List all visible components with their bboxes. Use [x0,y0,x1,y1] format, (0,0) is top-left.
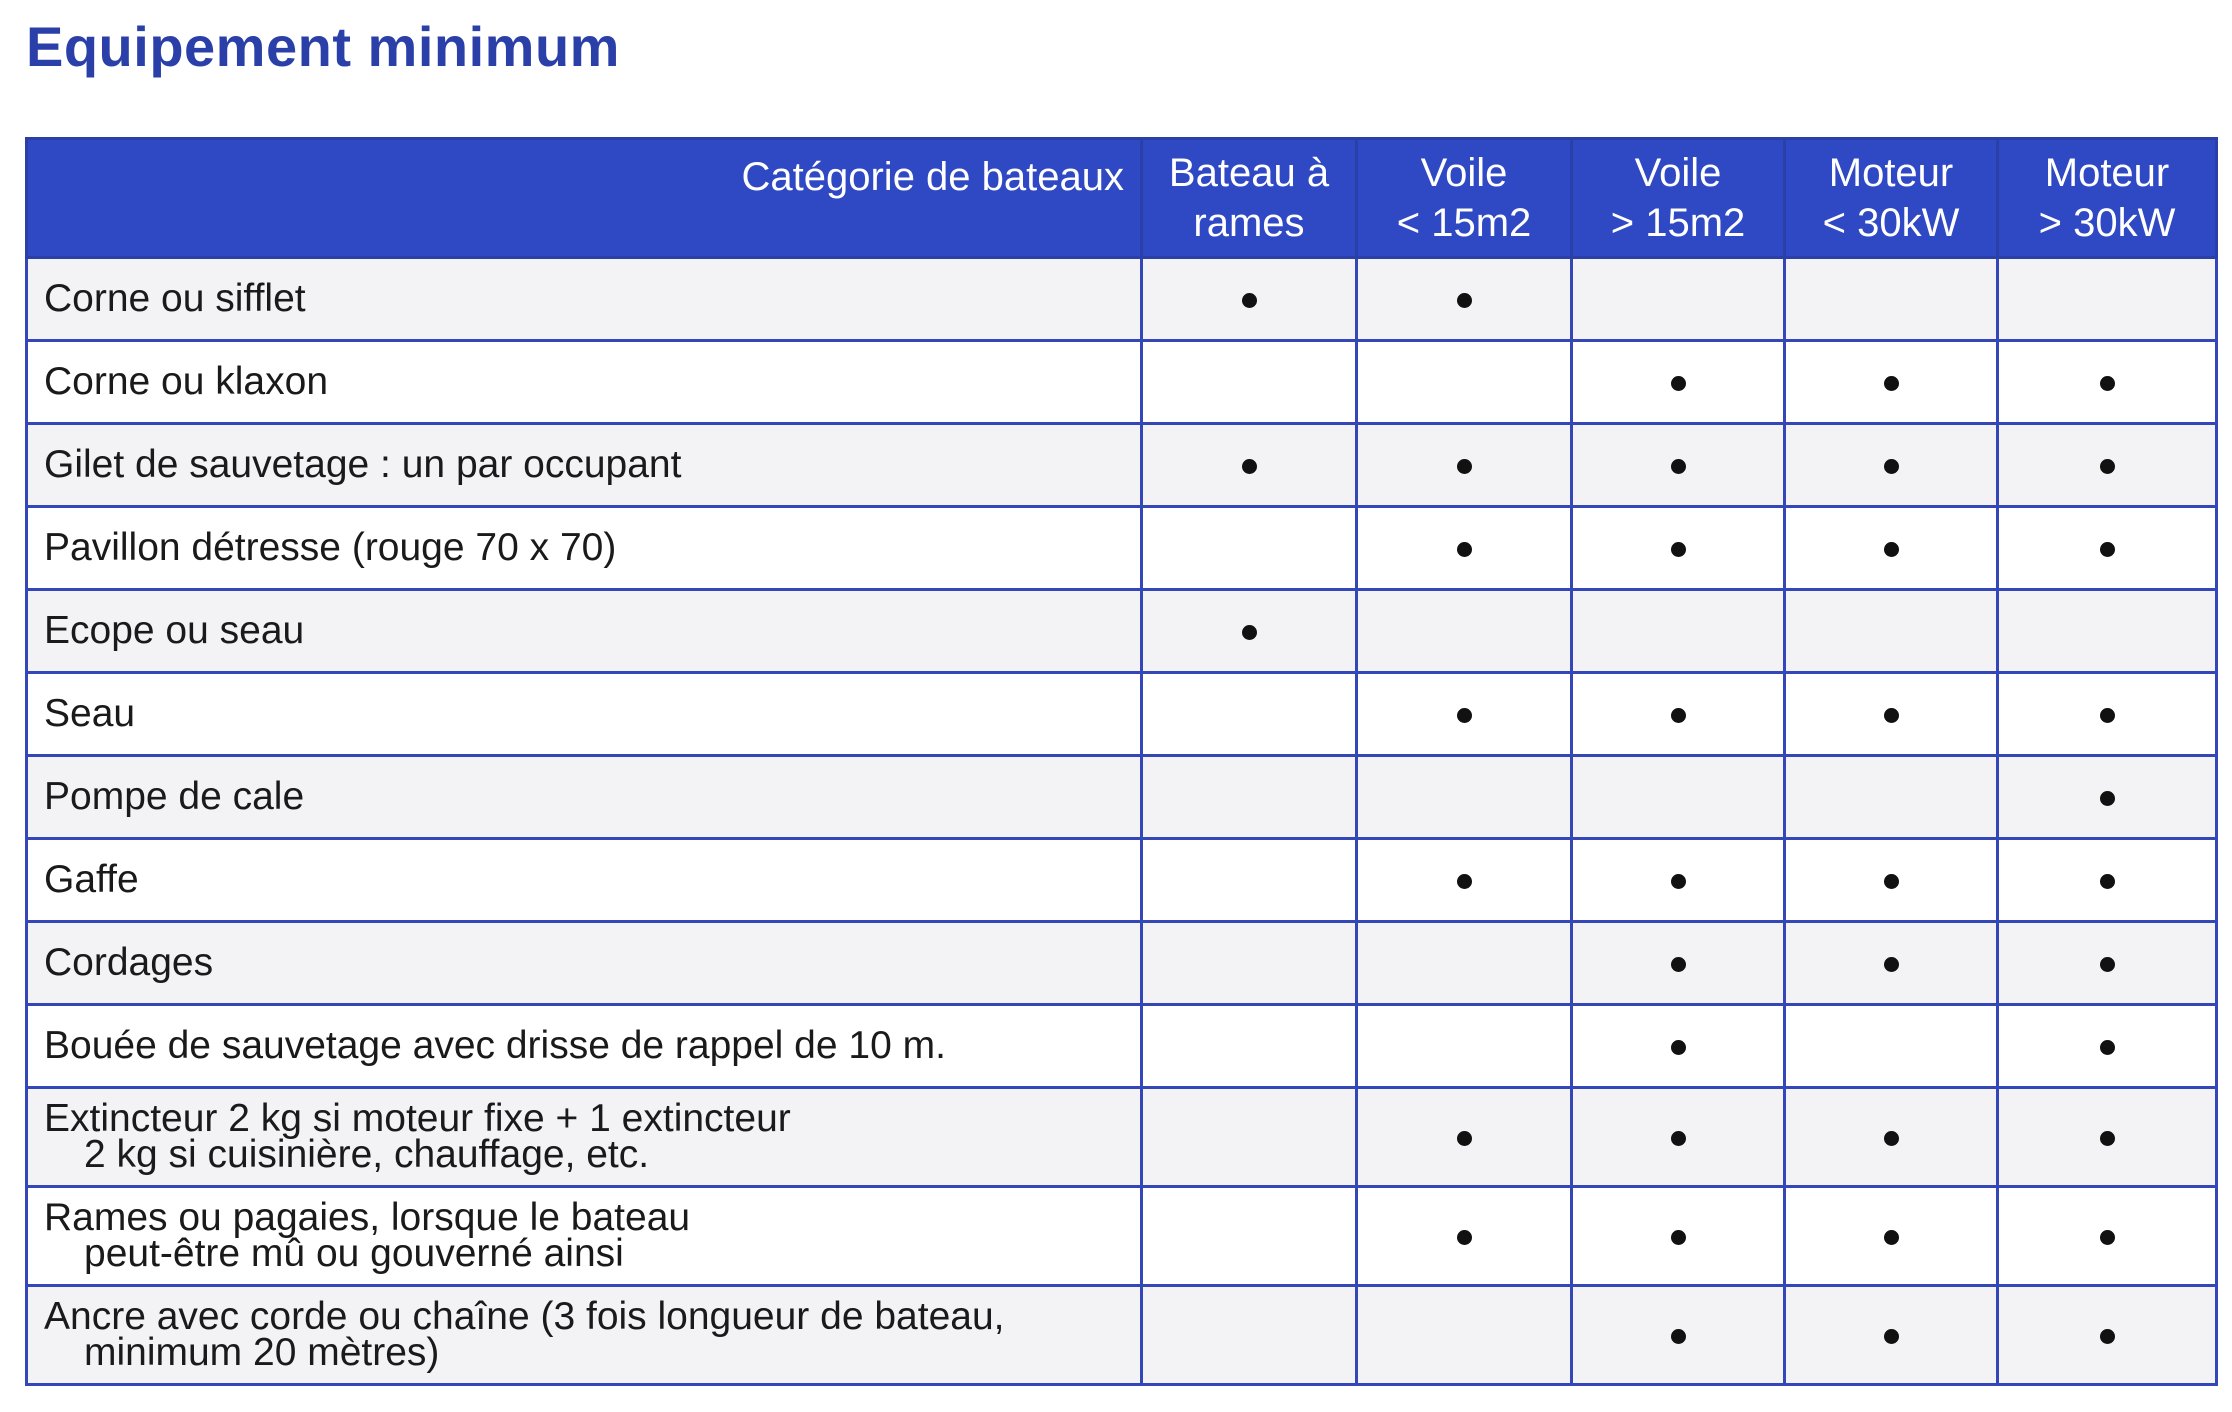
table-row [27,756,2217,839]
required-bullet-icon [2100,874,2115,889]
requirement-cell [1357,922,1572,1005]
header-col-line: rames [1193,201,1305,245]
required-bullet-icon [1884,1329,1899,1344]
requirement-cell [1572,922,1785,1005]
requirement-cell [1998,1005,2217,1088]
requirement-cell [1142,673,1357,756]
requirement-cell [1357,590,1572,673]
requirement-cell [1357,756,1572,839]
required-bullet-icon [2100,376,2115,391]
requirement-cell [1785,341,1998,424]
requirement-cell [1142,507,1357,590]
requirement-cell [1998,258,2217,341]
requirement-cell [1357,1286,1572,1385]
requirement-cell [1357,341,1572,424]
required-bullet-icon [1671,459,1686,474]
requirement-cell [1998,507,2217,590]
equipment-item-label: Gilet de sauvetage : un par occupant [44,443,682,486]
required-bullet-icon [1671,376,1686,391]
requirement-cell [1572,1286,1785,1385]
equipment-item [27,1286,1142,1385]
requirement-cell [1357,1088,1572,1187]
required-bullet-icon [2100,1040,2115,1055]
required-bullet-icon [1457,1131,1472,1146]
required-bullet-icon [1242,459,1257,474]
required-bullet-icon [1671,1131,1686,1146]
header-col-sail-large [1572,139,1785,258]
equipment-item-label-continued: minimum 20 mètres) [84,1331,440,1374]
required-bullet-icon [1457,542,1472,557]
requirement-cell [1998,756,2217,839]
equipment-item-label: Ancre avec corde ou chaîne (3 fois longueur de bateau, [44,1295,1005,1338]
requirement-cell [1572,424,1785,507]
required-bullet-icon [2100,791,2115,806]
header-category-label: Catégorie de bateaux [27,139,1142,258]
required-bullet-icon [1671,957,1686,972]
requirement-cell [1357,673,1572,756]
header-col-rowboat [1142,139,1357,258]
header-col-line: Voile [1420,151,1508,195]
requirement-cell [1785,756,1998,839]
equipment-item [27,1187,1142,1286]
required-bullet-icon [1671,708,1686,723]
table-body [27,258,2217,1385]
required-bullet-icon [1884,542,1899,557]
required-bullet-icon [2100,957,2115,972]
required-bullet-icon [1884,459,1899,474]
requirement-cell [1572,258,1785,341]
requirement-cell [1785,922,1998,1005]
equipment-item-label: Ecope ou seau [44,609,305,652]
requirement-cell [1572,756,1785,839]
requirement-cell [1785,1088,1998,1187]
requirement-cell [1142,590,1357,673]
required-bullet-icon [1242,293,1257,308]
table-row [27,258,2217,341]
required-bullet-icon [1457,459,1472,474]
equipment-item [27,1005,1142,1088]
required-bullet-icon [2100,542,2115,557]
required-bullet-icon [2100,708,2115,723]
required-bullet-icon [1457,293,1472,308]
table-row [27,341,2217,424]
header-col-line: < 15m2 [1396,201,1532,245]
requirement-cell [1572,673,1785,756]
table-row [27,673,2217,756]
requirement-cell [1572,1187,1785,1286]
required-bullet-icon [1884,874,1899,889]
requirement-cell [1785,1286,1998,1385]
requirement-cell [1142,1088,1357,1187]
required-bullet-icon [1671,874,1686,889]
requirement-cell [1998,424,2217,507]
requirement-cell [1998,341,2217,424]
table-row [27,1187,2217,1286]
requirement-cell [1142,424,1357,507]
table-row [27,1005,2217,1088]
requirement-cell [1998,922,2217,1005]
equipment-item [27,839,1142,922]
header-col-line: Voile [1634,151,1722,195]
required-bullet-icon [1457,1230,1472,1245]
equipment-item [27,507,1142,590]
required-bullet-icon [1884,376,1899,391]
required-bullet-icon [2100,1131,2115,1146]
requirement-cell [1357,258,1572,341]
requirement-cell [1785,424,1998,507]
required-bullet-icon [1671,1329,1686,1344]
requirement-cell [1785,1187,1998,1286]
requirement-cell [1572,839,1785,922]
equipment-item [27,1088,1142,1187]
required-bullet-icon [1884,1230,1899,1245]
required-bullet-icon [1884,957,1899,972]
header-col-sail-small [1357,139,1572,258]
requirement-cell [1357,1005,1572,1088]
table-row [27,1286,2217,1385]
requirement-cell [1998,590,2217,673]
table-row [27,922,2217,1005]
header-col-motor-small [1785,139,1998,258]
requirement-cell [1142,1005,1357,1088]
requirement-cell [1572,1005,1785,1088]
equipment-item-label: Corne ou sifflet [44,277,306,320]
equipment-item-label: Corne ou klaxon [44,360,329,403]
equipment-item [27,673,1142,756]
requirement-cell [1998,673,2217,756]
equipment-item [27,341,1142,424]
required-bullet-icon [1671,542,1686,557]
required-bullet-icon [1457,874,1472,889]
required-bullet-icon [1671,1230,1686,1245]
requirement-cell [1142,756,1357,839]
equipment-item [27,756,1142,839]
requirement-cell [1998,1286,2217,1385]
requirement-cell [1785,1005,1998,1088]
equipment-item-label: Pavillon détresse (rouge 70 x 70) [44,526,617,569]
requirement-cell [1572,507,1785,590]
equipment-item-label: Seau [44,692,136,735]
requirement-cell [1572,341,1785,424]
page-title: Equipement minimum [26,15,620,78]
requirement-cell [1357,424,1572,507]
requirement-cell [1142,1187,1357,1286]
requirement-cell [1357,507,1572,590]
equipment-item-label-continued: 2 kg si cuisinière, chauffage, etc. [84,1133,650,1176]
equipment-item-label: Bouée de sauvetage avec drisse de rappel de 10 m. [44,1024,946,1067]
requirement-cell [1998,1088,2217,1187]
required-bullet-icon [1242,625,1257,640]
requirement-cell [1785,673,1998,756]
required-bullet-icon [2100,459,2115,474]
equipment-item-label: Gaffe [44,858,139,901]
required-bullet-icon [1884,708,1899,723]
header-col-line: > 30kW [2038,201,2176,245]
equipment-item-label: Extincteur 2 kg si moteur fixe + 1 extincteur [44,1097,791,1140]
requirement-cell [1142,922,1357,1005]
table-row [27,839,2217,922]
equipment-item-label: Cordages [44,941,214,984]
table-row [27,590,2217,673]
equipment-item [27,424,1142,507]
header-row [27,139,2217,258]
requirement-cell [1785,258,1998,341]
required-bullet-icon [1884,1131,1899,1146]
requirement-cell [1785,839,1998,922]
requirement-cell [1357,839,1572,922]
requirement-cell [1998,839,2217,922]
requirement-cell [1357,1187,1572,1286]
requirement-cell [1142,341,1357,424]
table-row [27,424,2217,507]
required-bullet-icon [2100,1230,2115,1245]
table-row [27,1088,2217,1187]
equipment-item [27,590,1142,673]
requirement-cell [1142,258,1357,341]
header-col-line: < 30kW [1822,201,1960,245]
requirement-cell [1785,507,1998,590]
requirement-cell [1998,1187,2217,1286]
header-col-line: Moteur [2044,151,2170,195]
required-bullet-icon [2100,1329,2115,1344]
equipment-table [25,137,2218,1386]
equipment-item-label-continued: peut-être mû ou gouverné ainsi [84,1232,624,1275]
equipment-item-label: Pompe de cale [44,775,305,818]
header-col-motor-large [1998,139,2217,258]
requirement-cell [1785,590,1998,673]
equipment-item [27,922,1142,1005]
required-bullet-icon [1671,1040,1686,1055]
header-col-line: Moteur [1828,151,1954,195]
requirement-cell [1142,1286,1357,1385]
required-bullet-icon [1457,708,1472,723]
requirement-cell [1572,590,1785,673]
requirement-cell [1142,839,1357,922]
requirement-cell [1572,1088,1785,1187]
equipment-item-label: Rames ou pagaies, lorsque le bateau [44,1196,691,1239]
header-col-line: Bateau à [1168,151,1330,195]
equipment-item [27,258,1142,341]
table-row [27,507,2217,590]
header-col-line: > 15m2 [1610,201,1746,245]
